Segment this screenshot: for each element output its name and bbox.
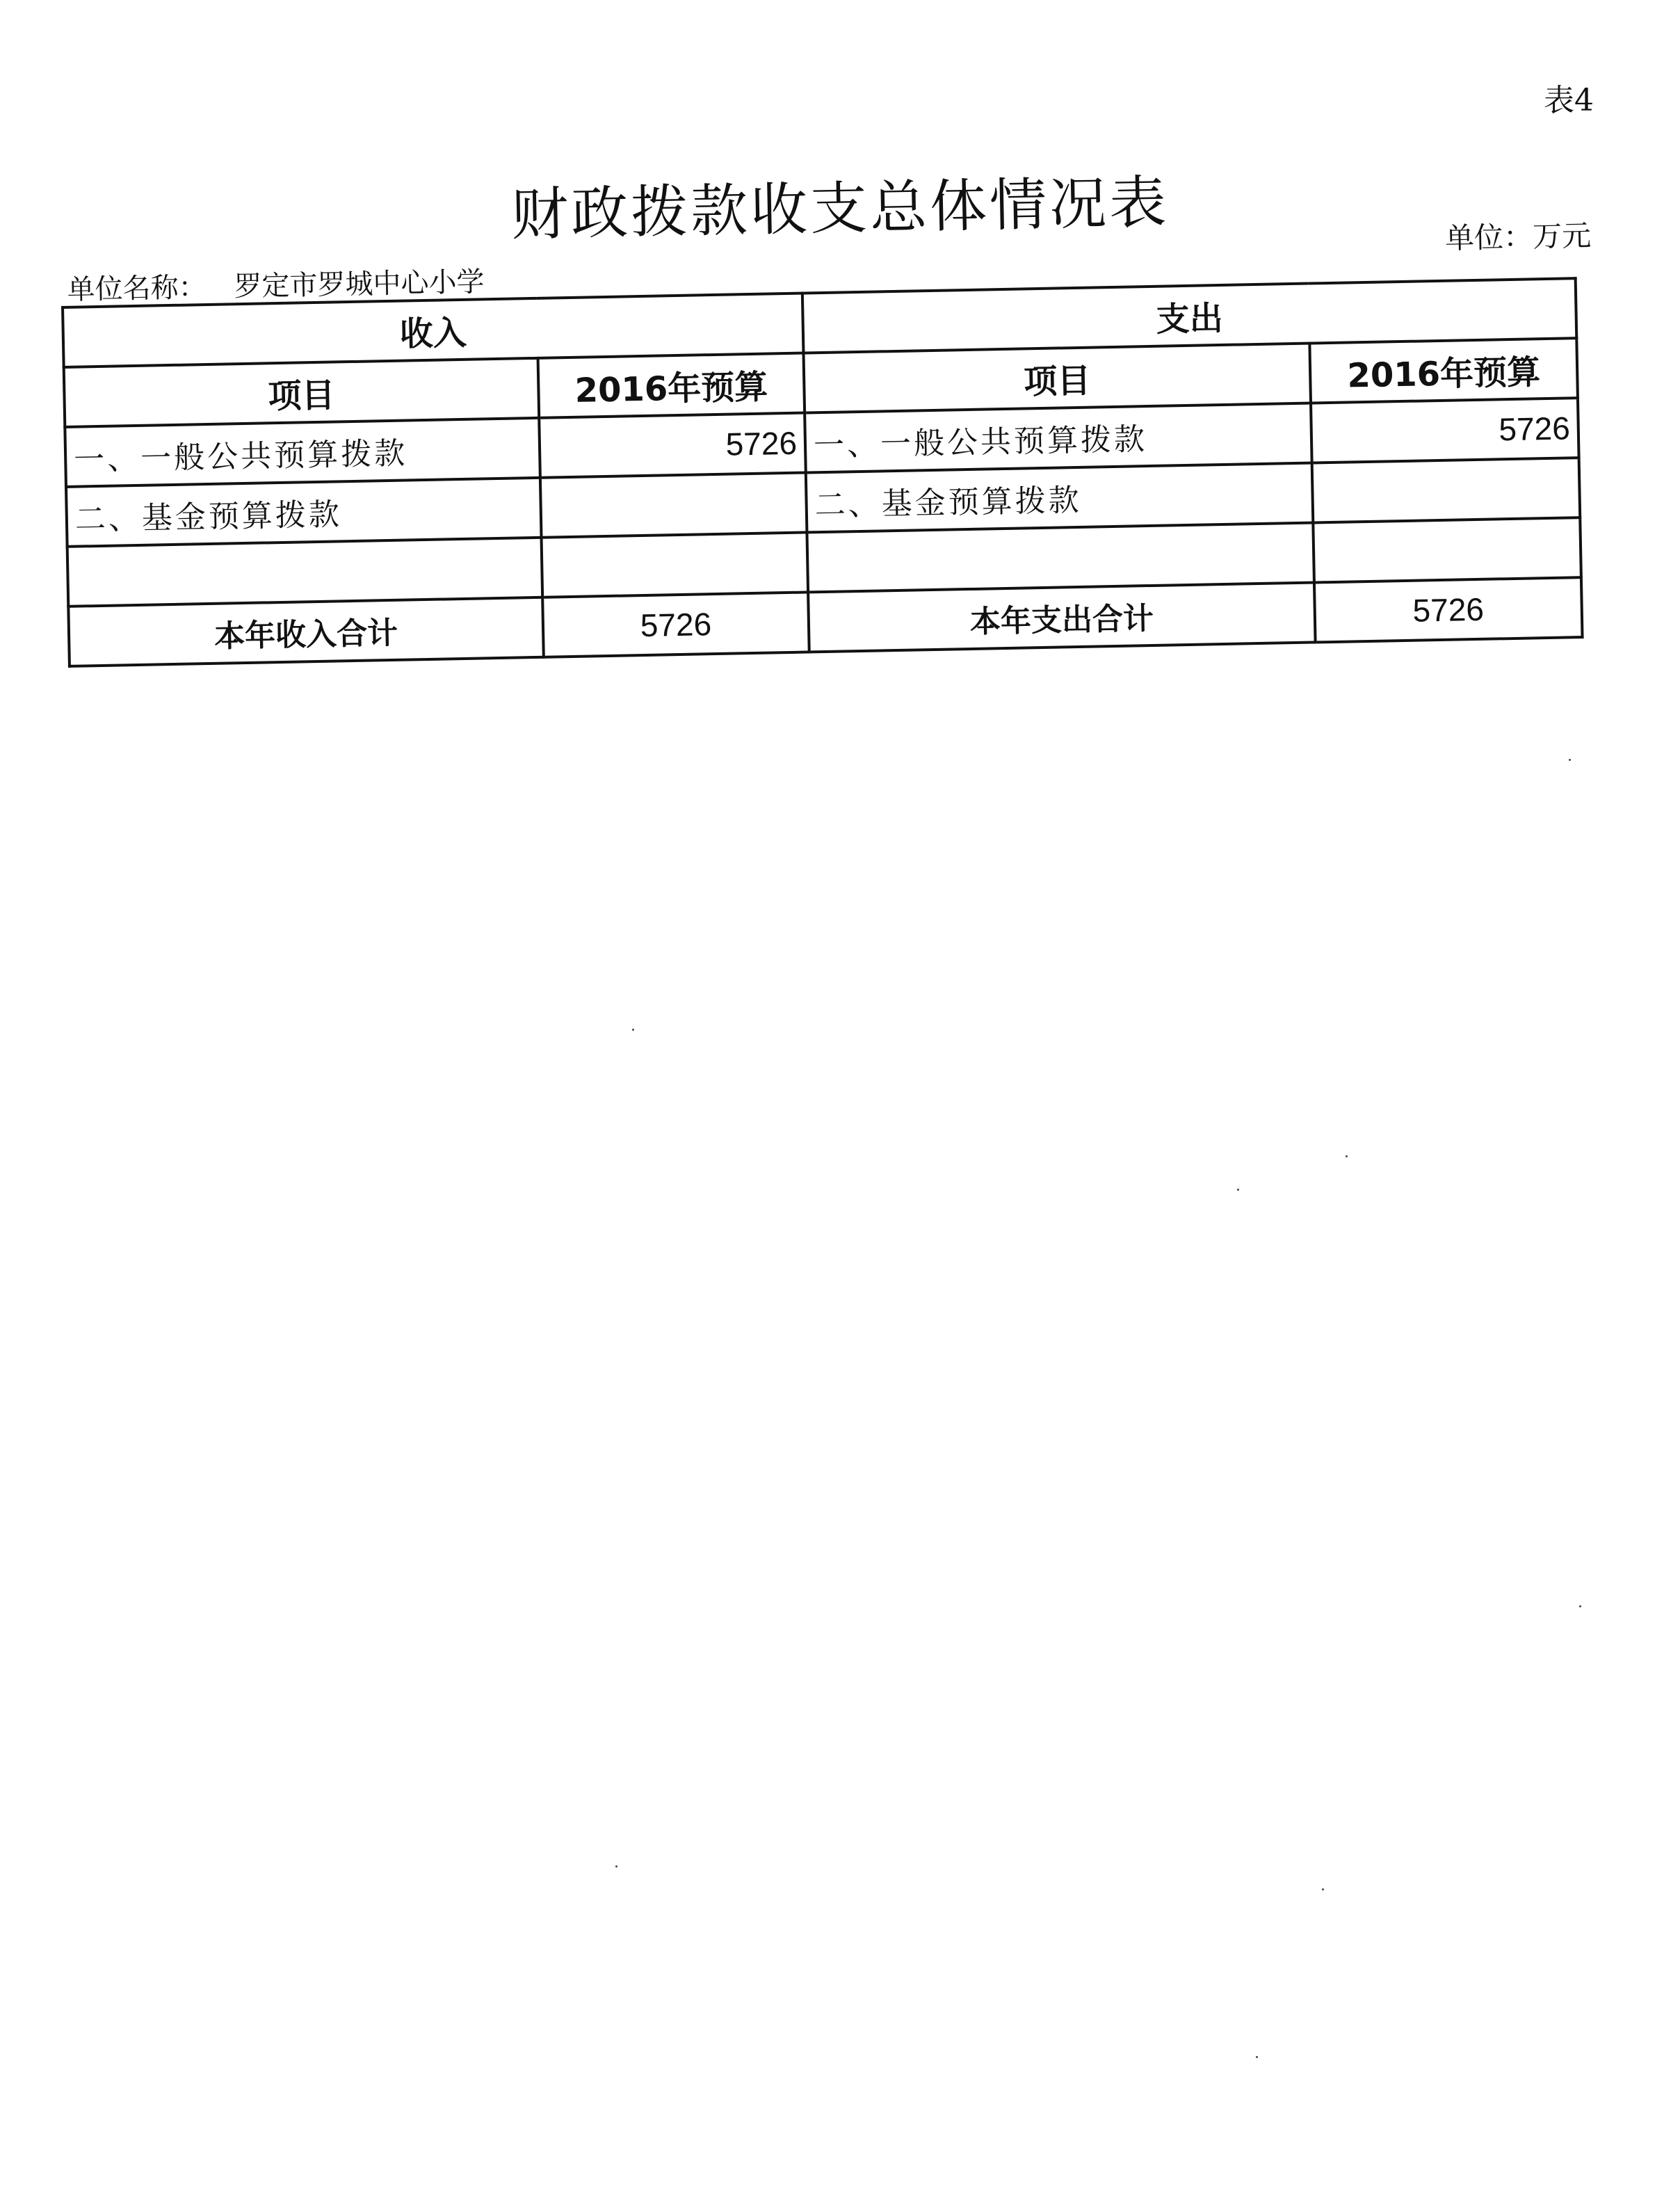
income-value-cell (540, 472, 807, 537)
income-item-column-header: 项目 (64, 358, 540, 427)
income-value-cell (542, 532, 809, 597)
expense-total-value: 5726 (1314, 577, 1583, 642)
currency-unit: 单位：万元 (1444, 218, 1592, 256)
income-total-label: 本年收入合计 (68, 597, 544, 666)
scan-speck (615, 1865, 617, 1867)
income-header: 收入 (63, 294, 803, 367)
unit-name-value: 罗定市罗城中心小学 (234, 266, 485, 303)
income-budget-column-header: 2016年预算 (538, 353, 805, 418)
scan-speck (1346, 1155, 1348, 1157)
expense-item-cell: 一、一般公共预算拨款 (805, 403, 1312, 473)
income-item-cell: 一、一般公共预算拨款 (65, 418, 540, 487)
table-number: 表4 (1544, 83, 1594, 118)
expense-item-cell: 二、基金预算拨款 (806, 463, 1314, 533)
expense-value-cell (1313, 517, 1581, 582)
scan-speck (1322, 1888, 1324, 1890)
scan-speck (1579, 1605, 1581, 1607)
expense-item-cell (807, 522, 1314, 592)
unit-name-label: 单位名称： (67, 271, 207, 306)
income-total-value: 5726 (542, 592, 809, 657)
expense-total-label: 本年支出合计 (808, 582, 1316, 652)
income-item-cell: 二、基金预算拨款 (66, 478, 542, 547)
income-value-cell: 5726 (539, 413, 806, 478)
scan-speck (1569, 759, 1571, 761)
expense-budget-column-header: 2016年预算 (1309, 338, 1578, 403)
scan-speck (632, 1029, 634, 1031)
income-item-cell (67, 538, 543, 607)
scan-speck (1256, 2056, 1258, 2058)
finance-table-wrapper (61, 277, 1581, 668)
finance-table (61, 277, 1584, 668)
expense-value-cell: 5726 (1311, 398, 1579, 463)
expense-header: 支出 (802, 278, 1576, 353)
page-title: 财政拨款收支总体情况表 (510, 169, 1170, 249)
expense-value-cell (1312, 458, 1581, 522)
scan-speck (1237, 1189, 1239, 1191)
expense-item-column-header: 项目 (804, 344, 1311, 413)
